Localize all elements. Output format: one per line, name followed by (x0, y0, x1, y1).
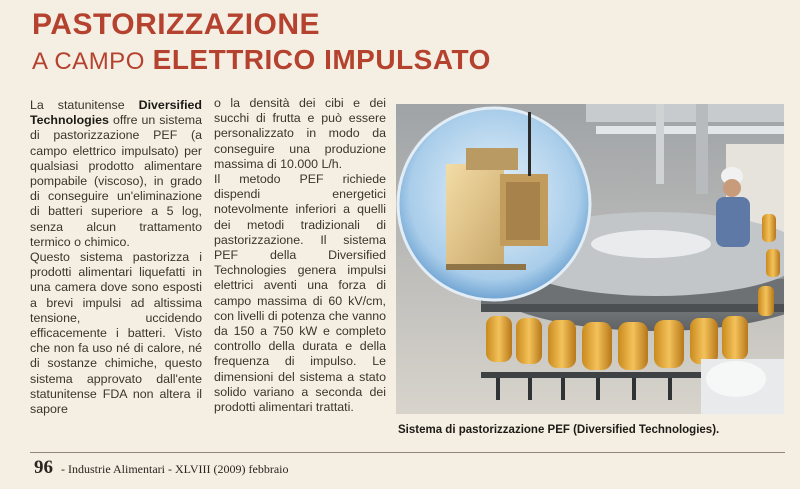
text-column-2 (214, 96, 386, 415)
text-column-1 (30, 98, 202, 417)
paragraph-process: Questo sistema pastorizza i prodotti alimentari liquefatti in una camera dove sono esposti a brevi impulsi ad altissima tensione, uccidendo efficacemente i batteri. Visto che non fa uso né di calore, né di sostanze chimiche, questo sistema approvato dall'ente statunitense FDA non altera il sapore (30, 250, 202, 417)
headline-line2-bold: ELETTRICO IMPULSATO (152, 44, 491, 75)
intro-body-text: offre un sistema di pastorizzazione PEF (a campo elettrico impulsato) per qualsiasi prodotto alimentare pompabile (viscoso), in grado di conseguire un'eliminazione di batteri superiore a 5 log, senza alcun trattamento termico o chimico. (30, 113, 202, 249)
paragraph-energy: Il metodo PEF richiede dispendi energetici notevolmente inferiori a quelli dei metodi tradizionali di pastorizzazione. Il sistema PEF della Diversified Technologies genera impulsi elettrici aventi una forza di campo massima di 60 kV/cm, con livelli di potenza che vanno da 150 a 750 kW e completo controllo della durata e della frequenza di impulso. Le dimensioni del sistema a stato solido variano a seconda dei prodotti alimentari trattati. (214, 172, 386, 415)
paragraph-capacity: o la densità dei cibi e dei succhi di frutta e può essere personalizzato in modo da conseguire una produzione massima di 10.000 L/h. (214, 96, 386, 171)
photo-illustration (396, 104, 784, 414)
intro-lead-text: La statunitense (30, 98, 125, 112)
headline-line1: PASTORIZZAZIONE (32, 8, 321, 41)
pef-system-photo (396, 104, 784, 414)
page-footer (34, 457, 289, 479)
paragraph-intro (30, 98, 202, 250)
photo-caption: Sistema di pastorizzazione PEF (Diversified Technologies). (398, 424, 720, 436)
headline-line2-light: A CAMPO (32, 48, 145, 75)
company-name: Diversified Technologies (30, 98, 202, 128)
footer-rule (30, 452, 785, 453)
page-number: 96 (34, 457, 53, 478)
headline-line2 (32, 46, 491, 74)
journal-citation: - Industrie Alimentari - XLVIII (2009) febbraio (61, 462, 289, 476)
article-headline (32, 10, 491, 74)
